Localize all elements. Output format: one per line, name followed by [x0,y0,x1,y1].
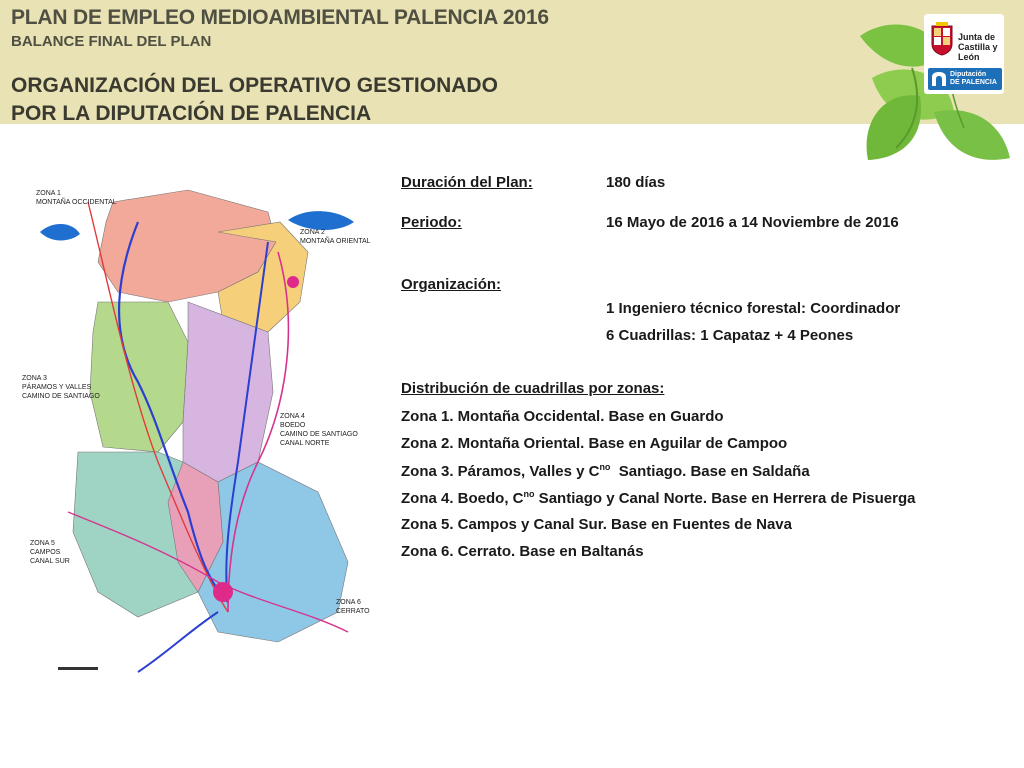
map-label-zone4: ZONA 4 [280,413,305,420]
palencia-zones-map [18,162,380,687]
zone-item-6: Zona 6. Cerrato. Base en Baltanás [401,543,644,560]
map-scale-bar [58,667,98,670]
logos-box [924,14,1004,94]
organization-row [401,276,501,296]
dip-logo-line2: DE PALENCIA [950,79,997,86]
map-label-zone3-desc2: CAMINO DE SANTIAGO [22,393,100,400]
section-title-line2: POR LA DIPUTACIÓN DE PALENCIA [11,102,372,125]
map-label-zone5-desc2: CANAL SUR [30,558,70,565]
period-label: Periodo: [401,214,462,231]
map-label-zone6: ZONA 6 [336,599,361,606]
map-label-zone4-desc2: CAMINO DE SANTIAGO [280,431,358,438]
diputacion-arch-icon [931,71,947,87]
map-label-zone5: ZONA 5 [30,540,55,547]
zone-item-4-post: Santiago y Canal Norte. Base en Herrera de Pisuerga [534,490,916,507]
zone-item-3 [401,462,810,480]
zone-item-4-pre: Zona 4. Boedo, C [401,490,524,507]
zone-item-4 [401,489,916,507]
zone-item-3-pre: Zona 3. Páramos, Valles y C [401,463,600,480]
map-region-zone4 [183,302,273,482]
organization-item-cuadrillas: 6 Cuadrillas: 1 Capataz + 4 Peones [606,327,854,344]
zone-item-3-post: Santiago. Base en Saldaña [610,463,810,480]
map-city-palencia [213,582,233,602]
zone-item-4-sup: no [523,489,535,499]
map-label-zone4-desc3: CANAL NORTE [280,440,330,447]
jcyl-logo-line2: Castilla y León [958,42,998,62]
map-region-zone3 [90,302,188,452]
period-row [401,214,899,234]
map-label-zone1-desc: MONTAÑA OCCIDENTAL [36,199,117,206]
dip-logo-line1: Diputación [950,71,987,78]
section-title-line1: ORGANIZACIÓN DEL OPERATIVO GESTIONADO [11,74,498,97]
map-label-zone2: ZONA 2 [300,229,325,236]
map-label-zone3: ZONA 3 [22,375,47,382]
zone-item-5: Zona 5. Campos y Canal Sur. Base en Fuentes de Nava [401,516,792,533]
jcyl-logo-line1: Junta de [958,32,996,42]
duration-row [401,174,666,194]
page-subtitle: BALANCE FINAL DEL PLAN [11,33,212,50]
zones-label: Distribución de cuadrillas por zonas: [401,380,665,397]
map-city-aguilar [287,276,299,288]
organization-label: Organización: [401,276,502,293]
coat-of-arms-icon [930,22,954,56]
period-value: 16 Mayo de 2016 a 14 Noviembre de 2016 [606,214,899,231]
map-label-zone5-desc1: CAMPOS [30,549,61,556]
duration-label: Duración del Plan: [401,174,533,191]
map-label-zone3-desc1: PÁRAMOS Y VALLES [22,384,92,391]
zone-item-3-sup: no [599,462,611,472]
organization-item-coordinator: 1 Ingeniero técnico forestal: Coordinador [606,300,901,317]
diputacion-palencia-logo [928,68,1002,90]
zone-item-1: Zona 1. Montaña Occidental. Base en Guardo [401,408,724,425]
zones-heading-row [401,380,664,400]
map-label-zone1: ZONA 1 [36,190,61,197]
map-label-zone4-desc1: BOEDO [280,422,306,429]
page-title: PLAN DE EMPLEO MEDIOAMBIENTAL PALENCIA 2016 [11,6,549,29]
section-title [11,72,711,128]
map-label-zone6-desc: CERRATO [336,608,370,615]
map-label-zone2-desc: MONTAÑA ORIENTAL [300,238,371,245]
junta-castilla-leon-logo [928,18,1000,62]
zone-item-2: Zona 2. Montaña Oriental. Base en Aguilar de Campoo [401,435,788,452]
duration-value: 180 días [606,174,666,191]
